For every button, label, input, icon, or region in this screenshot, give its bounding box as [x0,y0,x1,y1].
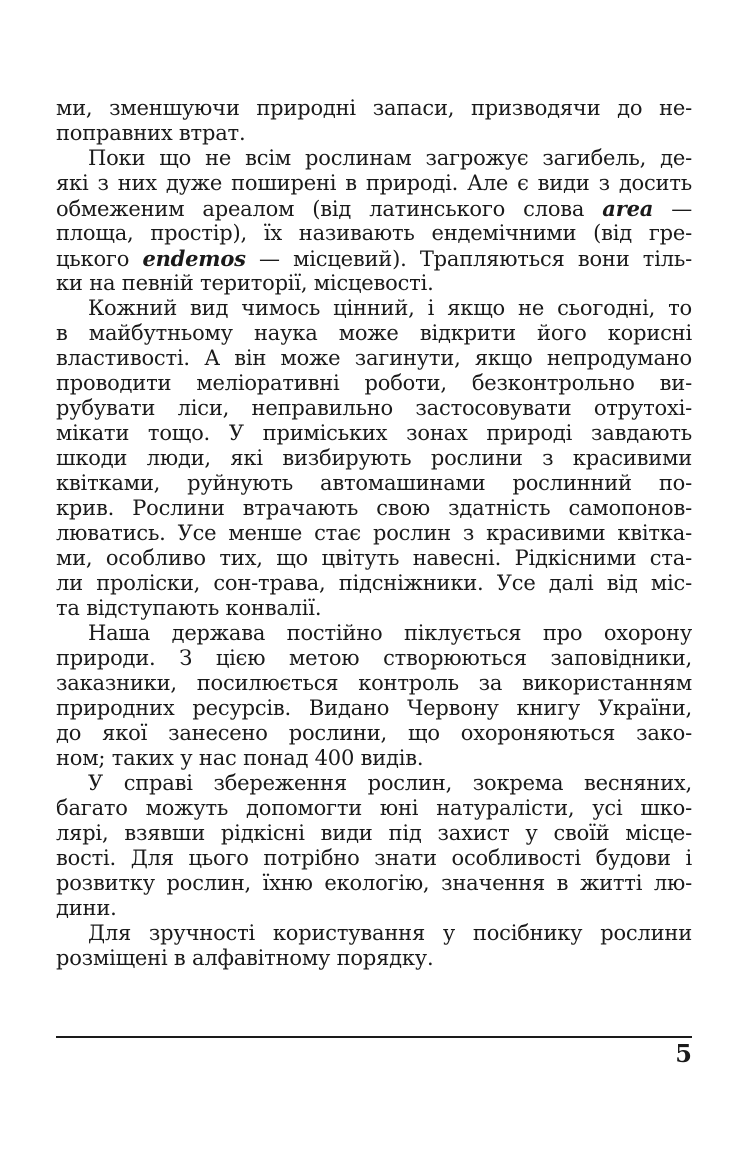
text-line: розвитку рослин, їхню екологію, значення в житті лю- [56,871,692,895]
text-line: та відступають конвалії. [56,596,322,620]
text-line: багато можуть допомогти юні натуралісти, усі шко- [56,796,692,820]
text-line: обмеженим ареалом (від латинського слова area — [56,196,692,221]
text-line: У справі збереження рослин, зокрема весняних, [88,771,692,795]
paragraph [56,771,692,921]
text-line: лярі, взявши рідкісні види під захист у своїй місце- [56,821,692,845]
text-line: заказники, посилюється контроль за використанням [56,671,692,695]
text-line: які з них дуже поширені в природі. Але є види з досить [56,171,692,195]
text-line: Поки що не всім рослинам загрожує загибель, де- [88,146,692,170]
paragraph [56,921,692,971]
text-line: ми, зменшуючи природні запаси, призводячи до не- [56,96,692,120]
text-line: Для зручності користування у посібнику рослини [88,921,692,945]
text-line: природних ресурсів. Видано Червону книгу України, [56,696,692,720]
text-line: в майбутньому наука може відкрити його корисні [56,321,692,345]
text-line: цького endemos — місцевий). Трапляються вони тіль- [56,246,692,271]
footer-rule [56,1036,692,1038]
paragraph [56,96,692,146]
text-line: природи. З цією метою створюються заповідники, [56,646,692,670]
text-line: властивості. А він може загинути, якщо непродумано [56,346,692,370]
text-line: квітками, руйнують автомашинами рослинний по- [56,471,692,495]
text-line: ли проліски, сон-трава, підсніжники. Усе далі від міс- [56,571,692,595]
text-line: до якої занесено рослини, що охороняються зако- [56,721,692,745]
text-line: шкоди люди, які визбирують рослини з красивими [56,446,692,470]
text-line: мікати тощо. У приміських зонах природі завдають [56,421,692,445]
page-number: 5 [675,1039,692,1068]
text-line: ном; таких у нас понад 400 видів. [56,746,424,770]
text-line: розміщені в алфавітному порядку. [56,946,434,970]
text-line: вості. Для цього потрібно знати особливості будови і [56,846,692,870]
latin-term: endemos [142,246,246,271]
text-line: люватись. Усе менше стає рослин з красивими квітка- [56,521,692,545]
body-text [56,96,692,971]
text-line: ки на певній території, місцевості. [56,271,434,295]
latin-term: area [602,196,654,221]
paragraph [56,146,692,296]
text-line: крив. Рослини втрачають свою здатність самопонов- [56,496,692,520]
text-line: дини. [56,896,117,920]
paragraph [56,296,692,621]
text-line: проводити меліоративні роботи, безконтрольно ви- [56,371,692,395]
text-line: площа, простір), їх називають ендемічними (від гре- [56,221,692,245]
text-line: поправних втрат. [56,121,246,145]
paragraph [56,621,692,771]
text-line: Наша держава постійно піклується про охорону [88,621,692,645]
text-line: ми, особливо тих, що цвітуть навесні. Рідкісними ста- [56,546,692,570]
text-line: рубувати ліси, неправильно застосовувати отрутохі- [56,396,692,420]
text-line: Кожний вид чимось цінний, і якщо не сьогодні, то [88,296,692,320]
